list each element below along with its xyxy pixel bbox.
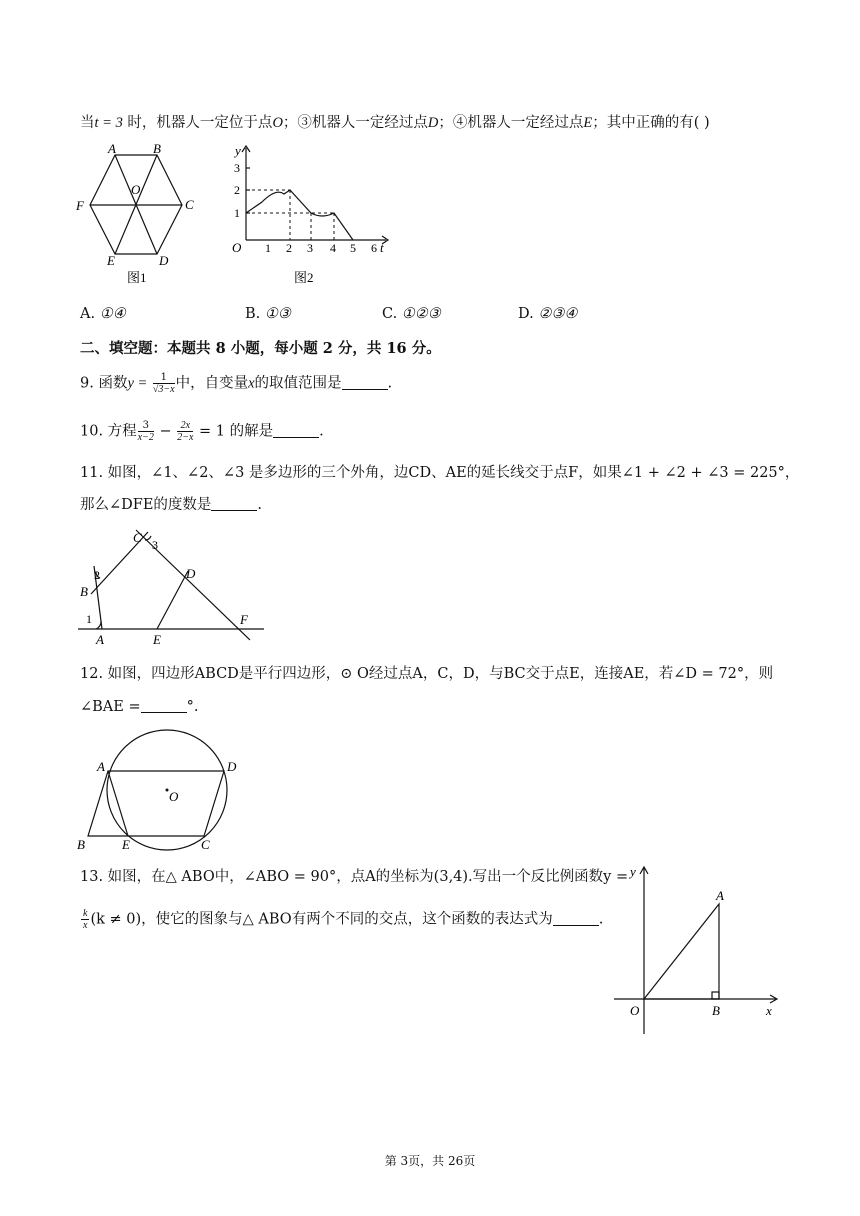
q10-text: 10. 方程 bbox=[80, 423, 137, 440]
fig2-t-tick: 6 bbox=[371, 241, 377, 255]
question-11-line-1 bbox=[80, 462, 799, 484]
question-12-line-2 bbox=[80, 696, 198, 718]
q13-frac-num: k bbox=[83, 908, 88, 919]
q12-text: 12. 如图，四边形ABCD是平行四边形，⊙ O经过点A，C，D，与BC交于点E，连接AE，若∠D = 72°，则 bbox=[80, 666, 774, 682]
q12-end: °. bbox=[186, 699, 199, 715]
option-d[interactable] bbox=[518, 303, 577, 325]
fig2-caption: 图2 bbox=[294, 270, 314, 285]
fig2-t-tick: 5 bbox=[350, 241, 356, 255]
q8-text: 当 bbox=[80, 115, 95, 131]
section-text: 二、填空题：本题共 bbox=[80, 340, 216, 357]
option-value: ①④ bbox=[99, 306, 126, 322]
q11-end: . bbox=[257, 497, 263, 513]
figure-q11-polygon bbox=[72, 526, 272, 652]
q8-text: ；其中正确的有( ) bbox=[592, 115, 710, 131]
q13-fraction bbox=[81, 908, 89, 931]
q12-label-e: E bbox=[122, 837, 130, 852]
question-11-line-2 bbox=[80, 494, 262, 516]
q11-answer-blank[interactable] bbox=[211, 496, 257, 511]
q11-label-b: B bbox=[80, 584, 88, 599]
q13-label-x: x bbox=[766, 1003, 772, 1018]
question-10 bbox=[80, 420, 324, 443]
fig1-label-a: A bbox=[108, 141, 116, 156]
q12-label-b: B bbox=[77, 837, 85, 852]
q10-eq: = 1 bbox=[194, 423, 226, 440]
q8-text: ；④机器人一定经过点 bbox=[438, 115, 584, 131]
q11-label-f: F bbox=[240, 612, 248, 627]
q10-f2-num: 2x bbox=[177, 420, 193, 432]
fig1-caption: 图1 bbox=[127, 270, 147, 285]
option-a[interactable] bbox=[80, 303, 126, 325]
section-count: 8 bbox=[215, 340, 226, 357]
q8-point-o: O bbox=[272, 115, 283, 131]
question-9 bbox=[80, 372, 392, 395]
question-13-line-1 bbox=[80, 866, 628, 888]
option-letter: D. bbox=[518, 306, 534, 322]
q11-label-c: C bbox=[133, 530, 142, 545]
figure-q12-circle bbox=[72, 724, 252, 854]
question-12-line-1 bbox=[80, 663, 773, 685]
q13-end: . bbox=[598, 911, 604, 928]
option-value: ①②③ bbox=[401, 306, 441, 322]
q10-f1-den: x−2 bbox=[137, 432, 154, 443]
q11-label-d: D bbox=[186, 566, 196, 581]
page-footer: 第 3页，共 26页 bbox=[384, 1154, 476, 1168]
fig1-label-f: F bbox=[76, 198, 84, 213]
section-2-heading bbox=[80, 338, 441, 360]
q13-label-y: y bbox=[630, 864, 636, 879]
q9-text: 中，自变量 bbox=[175, 375, 249, 392]
fig1-label-d: D bbox=[159, 253, 169, 268]
section-points: 2 bbox=[322, 340, 333, 357]
q13-label-b: B bbox=[712, 1003, 720, 1018]
fig2-t-tick: 1 bbox=[265, 241, 271, 255]
q9-x: x bbox=[248, 375, 255, 392]
q12-answer-blank[interactable] bbox=[141, 698, 187, 713]
q9-text: 9. 函数 bbox=[80, 375, 128, 392]
fig1-label-c: C bbox=[185, 197, 194, 212]
q13-label-o: O bbox=[630, 1003, 640, 1018]
q11-label-2: 2 bbox=[94, 568, 100, 582]
q11-label-1: 1 bbox=[86, 612, 92, 626]
q9-end: . bbox=[387, 375, 393, 392]
q12-text: ∠BAE = bbox=[80, 699, 141, 715]
q12-label-c: C bbox=[201, 837, 210, 852]
option-value: ②③④ bbox=[538, 306, 578, 322]
q11-label-e: E bbox=[153, 632, 161, 647]
fig2-y-tick: 1 bbox=[234, 206, 240, 220]
fig1-label-b: B bbox=[153, 141, 161, 156]
section-text: 小题，每小题 bbox=[225, 340, 323, 357]
q10-text: 的解是 bbox=[225, 423, 274, 440]
question-13-line-2 bbox=[80, 908, 603, 931]
q10-fraction-1 bbox=[138, 420, 154, 443]
fig2-y-tick: 3 bbox=[234, 161, 240, 175]
q9-fraction bbox=[153, 372, 175, 395]
q12-label-a: A bbox=[97, 759, 105, 774]
option-c[interactable] bbox=[382, 303, 441, 325]
q12-label-d: D bbox=[227, 759, 237, 774]
section-text: 分，共 bbox=[332, 340, 387, 357]
q8-point-e: E bbox=[583, 115, 593, 131]
q13-label-a: A bbox=[716, 888, 724, 903]
q11-label-a: A bbox=[96, 632, 104, 647]
fig2-y-tick: 2 bbox=[234, 183, 240, 197]
q11-text: 那么∠DFE的度数是 bbox=[80, 497, 212, 513]
q10-answer-blank[interactable] bbox=[273, 423, 319, 438]
fig2-t-tick: 3 bbox=[307, 241, 313, 255]
q9-y-eq: y = bbox=[127, 375, 148, 392]
q8-text: 时，机器人一定位于点 bbox=[122, 115, 273, 131]
section-text: 分。 bbox=[406, 340, 441, 357]
fig2-t-tick: 4 bbox=[330, 241, 336, 255]
q11-text: 11. 如图，∠1、∠2、∠3 是多边形的三个外角，边CD、AE的延长线交于点F，如果∠1 + ∠2 + ∠3 = 225°， bbox=[80, 465, 800, 481]
q9-frac-num: 1 bbox=[153, 372, 175, 384]
option-b[interactable] bbox=[245, 303, 291, 325]
question-8-tail bbox=[80, 112, 710, 134]
option-letter: B. bbox=[245, 306, 261, 322]
q9-answer-blank[interactable] bbox=[342, 375, 388, 390]
fig2-t-label: t bbox=[380, 240, 384, 255]
q13-text: 13. 如图，在△ ABO中，∠ABO = 90°，点A的坐标为(3,4).写出一个反比例函数y = bbox=[80, 869, 629, 885]
q13-answer-blank[interactable] bbox=[553, 911, 599, 926]
q10-fraction-2 bbox=[177, 420, 193, 443]
q13-frac-den: x bbox=[83, 920, 88, 931]
fig2-y-label: y bbox=[235, 143, 241, 158]
fig2-t-tick: 2 bbox=[286, 241, 292, 255]
q10-f2-den: 2−x bbox=[177, 432, 194, 443]
figure-q13-axes bbox=[606, 858, 786, 1038]
q9-text: 的取值范围是 bbox=[254, 375, 342, 392]
option-letter: C. bbox=[382, 306, 398, 322]
figure-1-hexagon bbox=[72, 140, 212, 290]
q12-label-o: O bbox=[169, 789, 179, 804]
q11-label-3: 3 bbox=[152, 538, 158, 552]
section-total: 16 bbox=[386, 340, 407, 357]
fig2-origin: O bbox=[232, 240, 242, 255]
fig1-label-e: E bbox=[107, 253, 115, 268]
fig1-label-o: O bbox=[131, 182, 141, 197]
option-value: ①③ bbox=[264, 306, 291, 322]
q8-t-value: t = 3 bbox=[94, 115, 123, 131]
q10-minus: − bbox=[154, 423, 177, 440]
q8-text: ；③机器人一定经过点 bbox=[282, 115, 428, 131]
q9-frac-den: √3−x bbox=[152, 384, 175, 395]
option-letter: A. bbox=[80, 306, 96, 322]
q10-f1-num: 3 bbox=[138, 420, 154, 432]
q8-point-d: D bbox=[427, 115, 439, 131]
q13-text: (k ≠ 0)，使它的图象与△ ABO有两个不同的交点，这个函数的表达式为 bbox=[90, 911, 553, 928]
figure-2-graph bbox=[226, 140, 396, 290]
q10-end: . bbox=[319, 423, 324, 440]
